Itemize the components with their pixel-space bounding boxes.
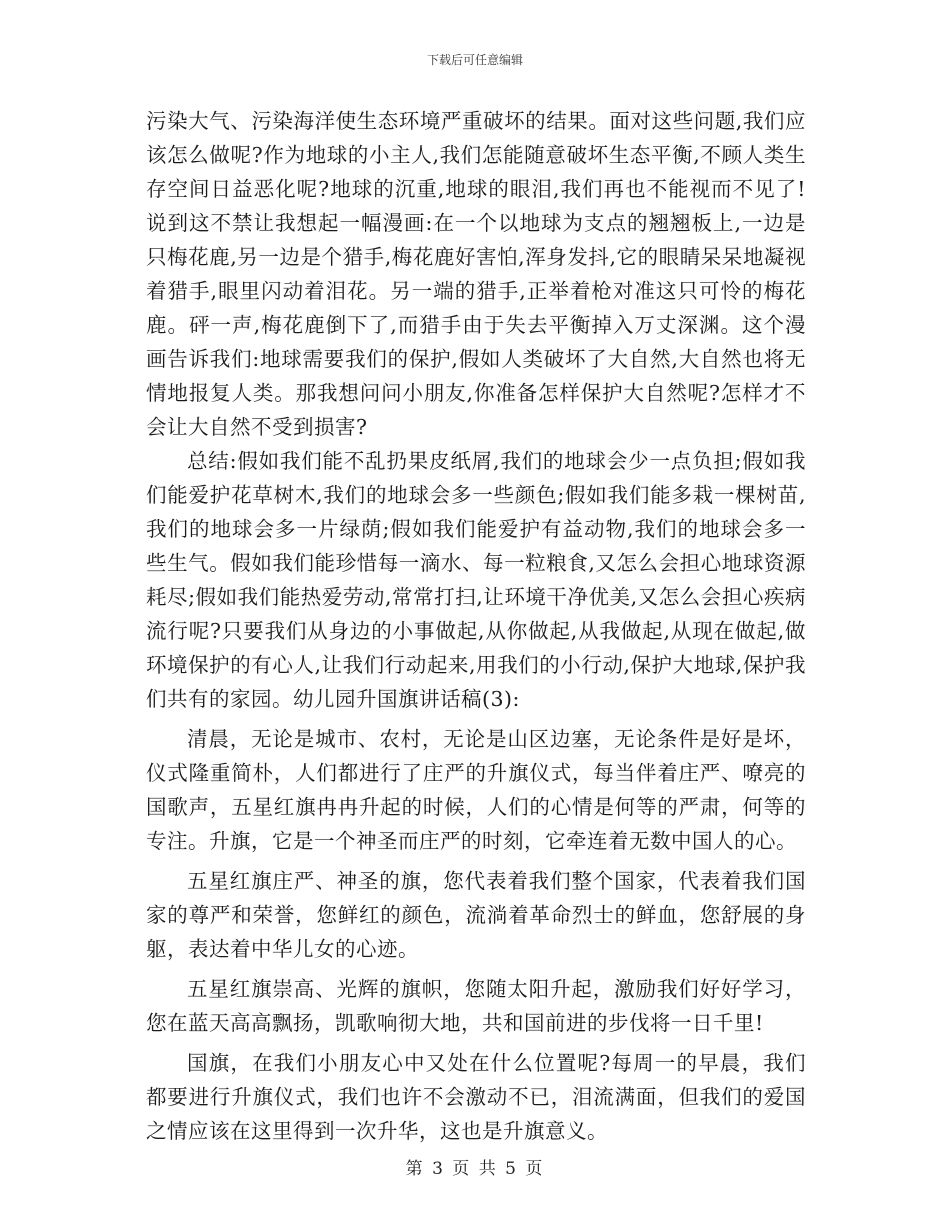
paragraph-summary: 总结:假如我们能不乱扔果皮纸屑,我们的地球会少一点负担;假如我们能爱护花草树木,我们的地球会多一些颜色;假如我们能多栽一棵树苗,我们的地球会多一片绿荫;假如我们能爱护有益动物,我们的地球会多一些生气。假如我们能珍惜每一滴水、每一粒粮食,又怎么会担心地球资源耗尽;假如我们能热爱劳动,常常打扫,让环境干净优美,又怎么会担心疾病流行呢?只要我们从身边的小事做起,从你做起,从我做起,从现在做起,做环境保护的有心人,让我们行动起来,用我们的小行动,保护大地球,保护我们共有的家园。幼儿园升国旗讲话稿(3): <box>146 449 806 711</box>
paragraph-flag-glorious: 五星红旗崇高、光辉的旗帜，您随太阳升起，激励我们好好学习，您在蓝天高高飘扬，凯歌响彻大地，共和国前进的步伐将一日千里! <box>146 977 806 1035</box>
paragraph-continuation: 污染大气、污染海洋使生态环境严重破坏的结果。面对这些问题,我们应该怎么做呢?作为地球的小主人,我们怎能随意破坏生态平衡,不顾人类生存空间日益恶化呢?地球的沉重,地球的眼泪,我们再也不能视而不见了!说到这不禁让我想起一幅漫画:在一个以地球为支点的翘翘板上,一边是只梅花鹿,另一边是个猎手,梅花鹿好害怕,浑身发抖,它的眼睛呆呆地凝视着猎手,眼里闪动着泪花。另一端的猎手,正举着枪对准这只可怜的梅花鹿。砰一声,梅花鹿倒下了,而猎手由于失去平衡掉入万丈深渊。这个漫画告诉我们:地球需要我们的保护,假如人类破坏了大自然,大自然也将无情地报复人类。那我想问问小朋友,你准备怎样保护大自然呢?怎样才不会让大自然不受到损害? <box>146 109 806 439</box>
paragraph-flag-solemn: 五星红旗庄严、神圣的旗，您代表着我们整个国家，代表着我们国家的尊严和荣誉，您鲜红的颜色，流淌着革命烈士的鲜血，您舒展的身躯，表达着中华儿女的心迹。 <box>146 869 806 961</box>
page-number: 第 3 页 共 5 页 <box>405 1159 545 1179</box>
page-header: 下载后可任意编辑 <box>426 53 523 67</box>
paragraph-flag-meaning: 国旗，在我们小朋友心中又处在什么位置呢?每周一的早晨，我们都要进行升旗仪式，我们也许不会激动不已，泪流满面，但我们的爱国之情应该在这里得到一次升华，这也是升旗意义。 <box>146 1051 806 1143</box>
document-body <box>146 104 806 1148</box>
paragraph-morning: 清晨，无论是城市、农村，无论是山区边塞，无论条件是好是坏，仪式隆重简朴，人们都进行了庄严的升旗仪式，每当伴着庄严、嘹亮的国歌声，五星红旗冉冉升起的时候，人们的心情是何等的严肃，何等的专注。升旗，它是一个神圣而庄严的时刻，它牵连着无数中国人的心。 <box>146 727 806 853</box>
